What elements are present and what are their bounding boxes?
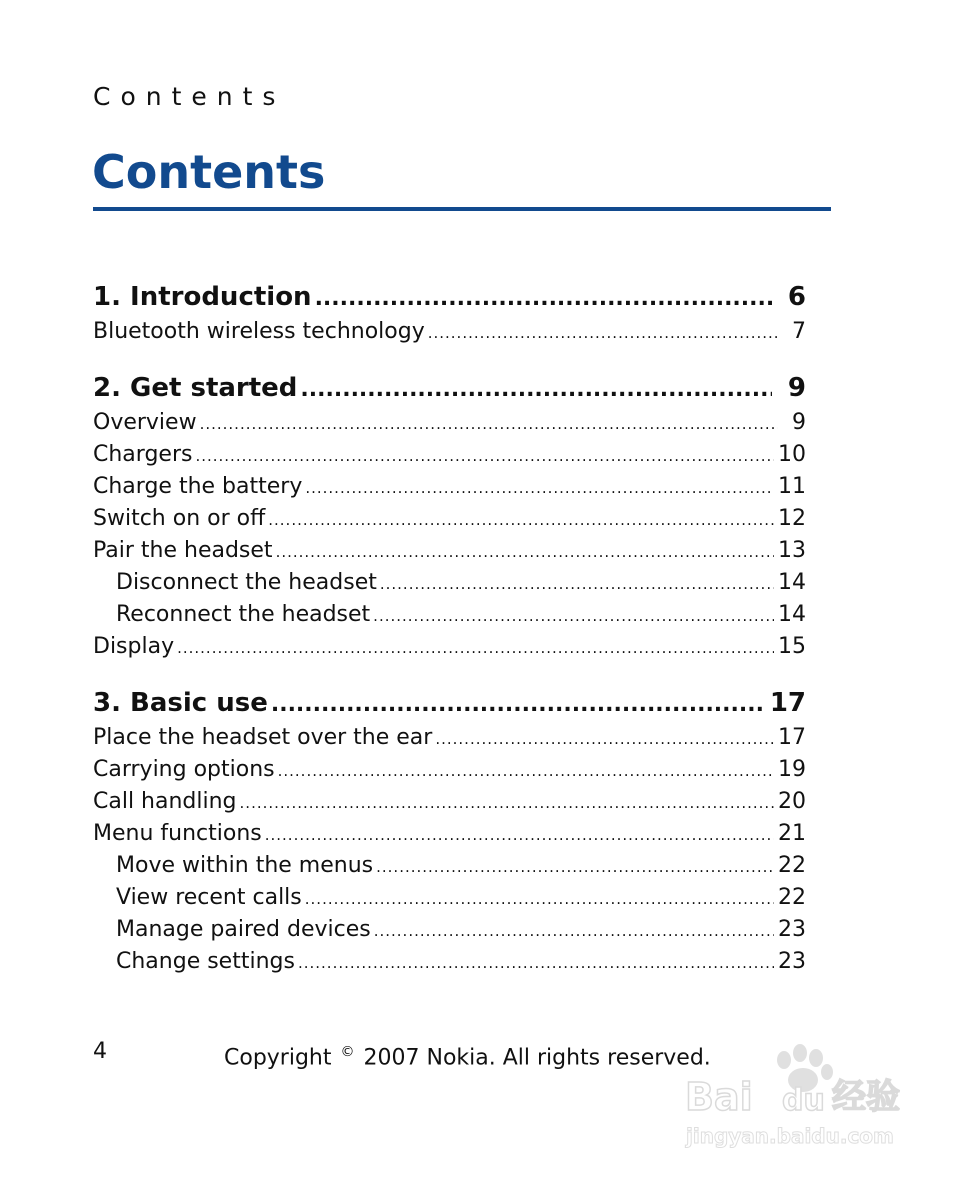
dot-leader	[195, 440, 774, 472]
toc-page-number: 7	[792, 319, 806, 344]
dot-leader	[268, 504, 774, 536]
toc-page-number: 11	[778, 474, 806, 499]
dot-leader	[374, 915, 774, 947]
toc-page-number: 19	[778, 757, 806, 782]
footer-copyright	[224, 1037, 711, 1073]
toc-item-label: Disconnect the headset	[116, 570, 377, 595]
toc-item[interactable]	[93, 818, 806, 850]
dot-leader	[380, 568, 774, 600]
copyright-text: Copyright	[224, 1045, 332, 1071]
watermark-brand-left: Bai	[685, 1075, 753, 1119]
toc-heading-label: 2. Get started	[93, 373, 298, 403]
dot-leader	[177, 632, 774, 664]
toc-item-label: Charge the battery	[93, 474, 303, 499]
dot-leader	[315, 280, 772, 318]
toc-item[interactable]	[93, 754, 806, 786]
copyright-text-rest: 2007 Nokia. All rights reserved.	[363, 1045, 711, 1071]
toc-item[interactable]	[93, 722, 806, 754]
title-rule	[93, 207, 831, 211]
dot-leader	[298, 947, 774, 979]
toc-subitem[interactable]	[93, 850, 806, 882]
toc-item-label: Call handling	[93, 789, 237, 814]
toc-item-label: Pair the headset	[93, 538, 273, 563]
toc-item-label: Change settings	[116, 949, 295, 974]
toc-item-label: Manage paired devices	[116, 917, 371, 942]
toc-item[interactable]	[93, 407, 806, 439]
toc-heading-basic-use[interactable]	[93, 684, 806, 722]
toc-page-number: 17	[778, 725, 806, 750]
page-title: Contents	[92, 145, 326, 199]
toc-item-label: Place the headset over the ear	[93, 725, 433, 750]
toc-item[interactable]	[93, 786, 806, 818]
toc-section-introduction	[93, 278, 806, 348]
toc-page-number: 14	[778, 570, 806, 595]
toc-page-number: 20	[778, 789, 806, 814]
toc-item[interactable]	[93, 439, 806, 471]
toc-subitem[interactable]	[93, 882, 806, 914]
toc-heading-label: 1. Introduction	[93, 282, 312, 312]
toc-item-label: Switch on or off	[93, 506, 266, 531]
toc-item-label: Overview	[93, 410, 197, 435]
toc-subitem[interactable]	[93, 914, 806, 946]
baidu-watermark	[682, 1040, 922, 1160]
watermark-url: jingyan.baidu.com	[686, 1124, 894, 1148]
watermark-brand-cn: 经验	[832, 1077, 900, 1117]
dot-leader	[240, 787, 774, 819]
running-head: Contents	[93, 82, 286, 111]
toc-item-label: Reconnect the headset	[116, 602, 371, 627]
toc-subitem[interactable]	[93, 599, 806, 631]
toc-subitem[interactable]	[93, 946, 806, 978]
copyright-symbol: ©	[340, 1044, 355, 1060]
toc-item-label: Carrying options	[93, 757, 275, 782]
toc-item[interactable]	[93, 471, 806, 503]
footer-page-number: 4	[93, 1039, 107, 1064]
table-of-contents	[93, 278, 806, 999]
dot-leader	[276, 536, 774, 568]
toc-section-get-started	[93, 369, 806, 663]
toc-item-label: Bluetooth wireless technology	[93, 319, 425, 344]
toc-item-label: Move within the menus	[116, 853, 374, 878]
toc-heading-introduction[interactable]	[93, 278, 806, 316]
dot-leader	[373, 600, 774, 632]
dot-leader	[278, 755, 774, 787]
dot-leader	[435, 723, 774, 755]
watermark-brand-right: du	[782, 1083, 825, 1118]
toc-page-number: 14	[778, 602, 806, 627]
dot-leader	[305, 472, 774, 504]
toc-page-number: 21	[778, 821, 806, 846]
toc-subitem[interactable]	[93, 567, 806, 599]
toc-page-number: 22	[778, 853, 806, 878]
toc-page-number: 9	[787, 373, 806, 403]
toc-item[interactable]	[93, 316, 806, 348]
toc-page-number: 17	[769, 688, 806, 718]
toc-page-number: 23	[778, 949, 806, 974]
dot-leader	[305, 883, 774, 915]
toc-item-label: Chargers	[93, 442, 193, 467]
toc-page-number: 10	[778, 442, 806, 467]
toc-page-number: 23	[778, 917, 806, 942]
toc-heading-label: 3. Basic use	[93, 688, 268, 718]
toc-item[interactable]	[93, 631, 806, 663]
toc-item[interactable]	[93, 535, 806, 567]
toc-item-label: View recent calls	[116, 885, 302, 910]
toc-heading-get-started[interactable]	[93, 369, 806, 407]
dot-leader	[271, 686, 766, 724]
toc-page-number: 13	[778, 538, 806, 563]
toc-page-number: 12	[778, 506, 806, 531]
dot-leader	[265, 819, 774, 851]
dot-leader	[376, 851, 774, 883]
dot-leader	[428, 317, 778, 349]
toc-item[interactable]	[93, 503, 806, 535]
toc-page-number: 6	[787, 282, 806, 312]
dot-leader	[200, 408, 778, 440]
toc-section-basic-use	[93, 684, 806, 978]
toc-page-number: 15	[778, 634, 806, 659]
toc-page-number: 9	[792, 410, 806, 435]
toc-page-number: 22	[778, 885, 806, 910]
dot-leader	[300, 371, 772, 409]
toc-item-label: Display	[93, 634, 175, 659]
toc-item-label: Menu functions	[93, 821, 262, 846]
